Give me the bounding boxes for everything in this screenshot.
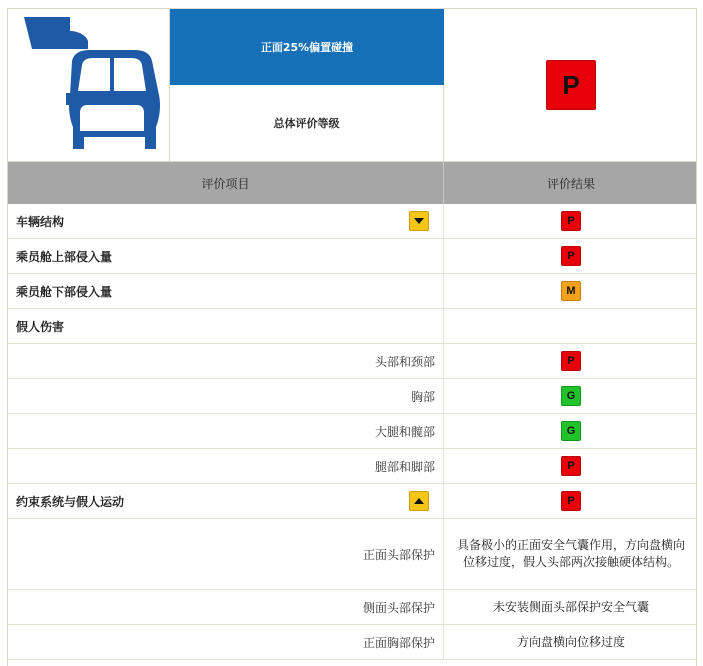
rating-badge: P xyxy=(561,456,581,476)
caret-up-icon xyxy=(414,498,424,504)
result-description: 具备极小的正面安全气囊作用，方向盘横向位移过度，假人头部两次接触硬体结构。 xyxy=(456,538,685,569)
row-label: 乘员舱上部侵入量 xyxy=(16,249,113,264)
test-logo-cell xyxy=(8,9,170,161)
rating-badge: P xyxy=(561,351,581,371)
row-label: 大腿和髋部 xyxy=(374,424,435,439)
row-label: 车辆结构 xyxy=(16,214,65,229)
row-label: 正面头部保护 xyxy=(362,547,435,562)
row-label: 假人伤害 xyxy=(16,319,65,334)
table-row-vehicle-structure[interactable] xyxy=(8,204,697,239)
test-header xyxy=(8,9,697,161)
rating-badge: G xyxy=(561,421,581,441)
rating-badge: P xyxy=(561,211,581,231)
overall-rating-cell xyxy=(444,9,697,161)
table-row-head-neck xyxy=(8,344,697,379)
table-row-chest xyxy=(8,379,697,414)
collapse-toggle-button[interactable] xyxy=(409,491,429,511)
column-header-result: 评价结果 xyxy=(546,177,595,191)
overall-rating-badge: P xyxy=(546,60,596,110)
row-label: 腿部和脚部 xyxy=(374,459,435,474)
table-row-upper-intrusion xyxy=(8,239,697,274)
column-header-item: 评价项目 xyxy=(8,162,444,205)
test-title: 正面25%偏置碰撞 xyxy=(170,9,444,85)
rating-badge: M xyxy=(561,281,581,301)
row-label: 侧面头部保护 xyxy=(362,600,435,615)
row-label: 头部和颈部 xyxy=(374,354,435,369)
rating-badge: P xyxy=(561,246,581,266)
expand-toggle-button[interactable] xyxy=(409,211,429,231)
car-front-offset-icon xyxy=(8,9,170,161)
table-row-dummy-injury xyxy=(8,309,697,344)
result-description: 未安装侧面头部保护安全气囊 xyxy=(492,599,649,614)
table-row-side-head xyxy=(8,590,697,625)
table-row-leg-foot xyxy=(8,449,697,484)
table-row-restraints[interactable] xyxy=(8,484,697,519)
rating-table xyxy=(8,204,697,660)
rating-badge: P xyxy=(561,491,581,511)
table-row-frontal-head xyxy=(8,519,697,590)
rating-panel xyxy=(7,8,697,666)
table-row-lower-intrusion xyxy=(8,274,697,309)
row-label: 正面胸部保护 xyxy=(362,635,435,650)
rating-badge: G xyxy=(561,386,581,406)
result-description: 方向盘横向位移过度 xyxy=(516,634,625,649)
row-label: 约束系统与假人运动 xyxy=(16,494,125,509)
overall-rating-label: 总体评价等级 xyxy=(170,85,444,161)
table-row-frontal-chest xyxy=(8,625,697,660)
row-label: 乘员舱下部侵入量 xyxy=(16,284,113,299)
row-label: 胸部 xyxy=(410,389,435,404)
table-header xyxy=(8,161,697,204)
table-row-thigh-hip xyxy=(8,414,697,449)
caret-down-icon xyxy=(414,218,424,224)
